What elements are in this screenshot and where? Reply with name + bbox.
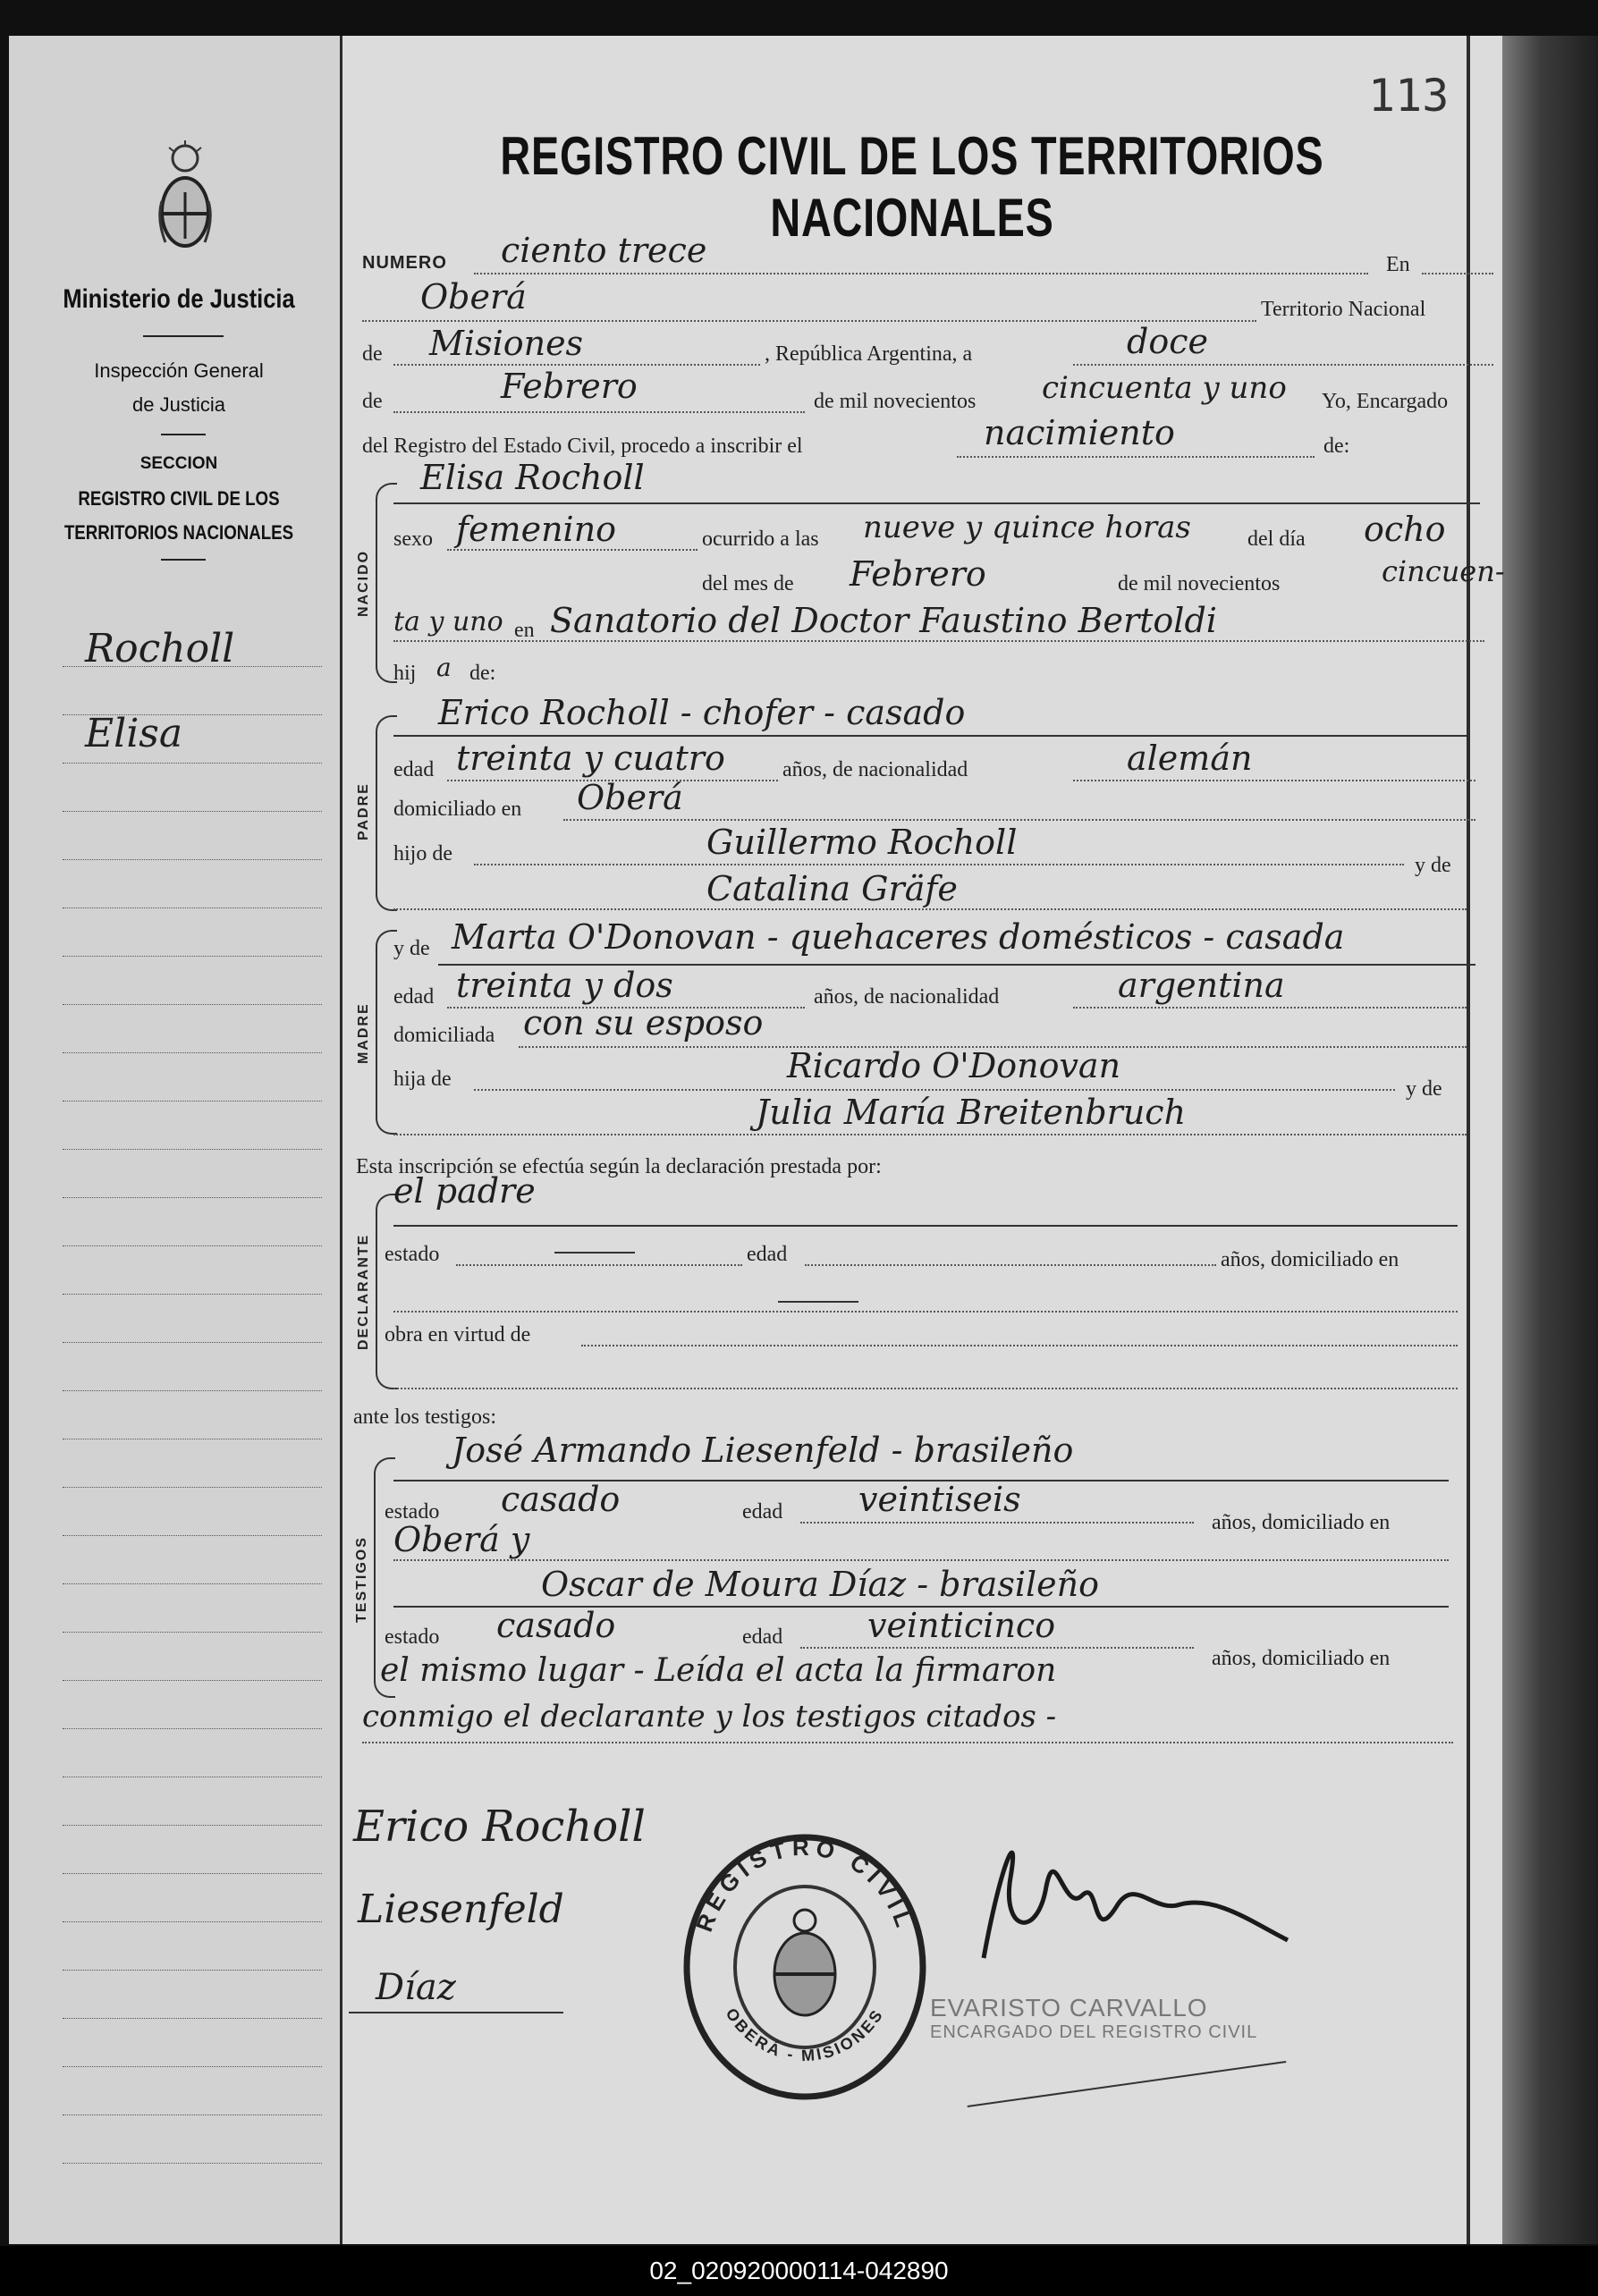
testigo1-value: José Armando Liesenfeld - brasileño <box>452 1431 1074 1470</box>
de-label: de <box>362 342 383 366</box>
fill-line <box>393 1388 1458 1389</box>
ledger-line <box>63 1680 322 1681</box>
declarante-value: el padre <box>393 1171 536 1211</box>
section-label-3: TERRITORIOS NACIONALES <box>63 521 294 544</box>
fill-line <box>474 273 1368 274</box>
fill-line <box>362 320 1256 322</box>
cierre-line-2: conmigo el declarante y los testigos citados - <box>362 1699 1057 1735</box>
padre-edad-value: treinta y cuatro <box>456 739 725 778</box>
hij-label: hij <box>393 662 417 685</box>
fill-line <box>447 549 698 551</box>
page-number: 113 <box>1368 70 1450 122</box>
edad-label: edad <box>747 1243 788 1266</box>
ledger-line <box>63 1487 322 1488</box>
en-lower-label: en <box>514 619 535 642</box>
mes-nacimiento-value: Febrero <box>850 554 986 594</box>
de-label: de <box>362 390 383 413</box>
ledger-line <box>63 763 322 764</box>
side-label-testigos: TESTIGOS <box>354 1536 369 1623</box>
fill-line <box>362 1742 1453 1743</box>
left-rule <box>143 335 224 337</box>
y-de-label: y de <box>1415 854 1451 877</box>
stamp-bottom-text: OBERÁ - MISIONES <box>722 2005 888 2065</box>
anos-nac-label: años, de nacionalidad <box>782 758 968 781</box>
abuela-paterna-value: Catalina Gräfe <box>706 869 958 908</box>
fill-line <box>393 908 1467 910</box>
estado-label: estado <box>385 1243 440 1266</box>
ledger-line <box>63 1149 322 1150</box>
abuelo-materno-value: Ricardo O'Donovan <box>787 1046 1121 1085</box>
svg-text:REGISTRO CIVIL <box>690 1834 919 1936</box>
ledger-line <box>63 811 322 812</box>
fill-line <box>456 1264 742 1266</box>
side-label-padre: PADRE <box>356 782 371 840</box>
ocurrido-label: ocurrido a las <box>702 528 819 551</box>
nombre-value: Elisa Rocholl <box>420 458 645 497</box>
hija-de-label: hija de <box>393 1068 452 1091</box>
stamp-top-text: REGISTRO CIVIL <box>690 1833 919 1936</box>
republica-label: , República Argentina, a <box>765 342 973 366</box>
madre-domicilio-value: con su esposo <box>523 1003 764 1042</box>
testigo1-estado-value: casado <box>501 1480 621 1519</box>
padre-domicilio-value: Oberá <box>577 778 683 817</box>
fill-line <box>800 1522 1194 1524</box>
ledger-line <box>63 1728 322 1729</box>
testigo2-edad-value: veinticinco <box>867 1606 1056 1645</box>
mes-inscripcion-value: Febrero <box>501 367 638 406</box>
registrar-name: EVARISTO CARVALLO <box>930 1994 1208 2022</box>
ledger-line <box>63 1294 322 1295</box>
abuela-materna-value: Julia María Breitenbruch <box>756 1093 1187 1132</box>
fill-line <box>393 502 1480 504</box>
lugar-value: Oberá <box>420 277 527 317</box>
ledger-line <box>63 956 322 957</box>
fill-line <box>393 640 1484 642</box>
civil-registry-stamp-icon <box>680 1833 930 2101</box>
page-edge-line <box>1467 36 1470 2244</box>
testigo2-value: Oscar de Moura Díaz - brasileño <box>541 1565 1099 1604</box>
estado-label: estado <box>385 1500 440 1524</box>
anos-nac-label: años, de nacionalidad <box>814 985 1000 1009</box>
side-label-madre: MADRE <box>356 1002 371 1064</box>
edad-label: edad <box>393 985 435 1009</box>
ledger-line <box>63 859 322 860</box>
anio-inscripcion-value: cincuenta y uno <box>1042 370 1287 406</box>
fill-line <box>1073 780 1475 781</box>
hij-de-label: de: <box>469 662 496 685</box>
hij-suffix-value: a <box>436 653 452 682</box>
ledger-line <box>63 1873 322 1874</box>
inspection-label-1: Inspección General <box>94 359 264 382</box>
firma-padre: Erico Rocholl <box>353 1802 646 1852</box>
anio-nacimiento-1: cincuen- <box>1382 554 1505 588</box>
anos-dom-label: años, domiciliado en <box>1212 1511 1391 1534</box>
abuelo-paterno-value: Guillermo Rocholl <box>706 823 1018 862</box>
ledger-line <box>63 1197 322 1198</box>
index-given-name: Elisa <box>85 711 183 756</box>
fill-line <box>393 364 760 366</box>
domiciliado-en-label: domiciliado en <box>393 798 522 821</box>
fill-line <box>800 1647 1194 1649</box>
ledger-line <box>63 1970 322 1971</box>
del-registro-label: del Registro del Estado Civil, procedo a inscribir el <box>362 435 803 458</box>
fill-line <box>393 1311 1458 1313</box>
fill-line <box>581 1345 1458 1346</box>
ledger-line <box>63 1583 322 1584</box>
image-id-label: 02_020920000114-042890 <box>649 2257 949 2284</box>
anos-dom-label: años, domiciliado en <box>1212 1647 1391 1670</box>
y-de-start-label: y de <box>393 937 430 960</box>
fill-line <box>957 456 1315 458</box>
territorio-label: Territorio Nacional <box>1261 298 1426 321</box>
ledger-line <box>63 1825 322 1826</box>
fill-line <box>393 1134 1467 1135</box>
fill-line <box>1073 1007 1467 1009</box>
ledger-line <box>63 1101 322 1102</box>
sexo-label: sexo <box>393 528 433 551</box>
numero-label: NUMERO <box>362 253 447 273</box>
madre-nombre-value: Marta O'Donovan - quehaceres domésticos - casada <box>452 917 1345 957</box>
side-label-declarante: DECLARANTE <box>356 1233 371 1350</box>
side-label-nacido: NACIDO <box>356 549 371 617</box>
section-label-2: REGISTRO CIVIL DE LOS <box>78 487 280 510</box>
inspection-label-2: de Justicia <box>132 393 225 416</box>
padre-nacionalidad-value: alemán <box>1127 739 1253 778</box>
acto-value: nacimiento <box>984 413 1175 452</box>
fill-line <box>474 1089 1395 1091</box>
registrar-role: ENCARGADO DEL REGISTRO CIVIL <box>930 2022 1258 2042</box>
del-dia-label: del día <box>1247 528 1306 551</box>
madre-edad-value: treinta y dos <box>456 966 673 1005</box>
del-mes-label: del mes de <box>702 572 794 595</box>
page-title: REGISTRO CIVIL DE LOS TERRITORIOS NACIONALES <box>500 126 1324 248</box>
ledger-line <box>63 1245 322 1246</box>
fill-line <box>393 735 1467 737</box>
fill-line <box>393 1559 1449 1561</box>
left-rule <box>161 559 206 561</box>
cierre-line-1: el mismo lugar - Leída el acta la firmaron <box>380 1652 1057 1689</box>
anio-nacimiento-2: ta y uno <box>393 606 503 637</box>
esta-inscripcion-label: Esta inscripción se efectúa según la declaración prestada por: <box>356 1155 882 1178</box>
edad-label: edad <box>742 1500 783 1524</box>
ledger-line <box>63 666 322 667</box>
section-brace <box>376 1194 397 1389</box>
en-label: En <box>1386 253 1410 276</box>
domiciliada-label: domiciliada <box>393 1024 495 1047</box>
obra-label: obra en virtud de <box>385 1323 531 1346</box>
sexo-value: femenino <box>456 510 617 549</box>
anos-dom-label: años, domiciliado en <box>1221 1248 1399 1271</box>
index-surname: Rocholl <box>85 626 235 671</box>
edad-label: edad <box>742 1625 783 1649</box>
y-de-label: y de <box>1406 1077 1442 1101</box>
ledger-line <box>63 2163 322 2164</box>
ledger-line <box>63 1004 322 1005</box>
ledger-line <box>63 2066 322 2067</box>
section-label-1: SECCION <box>140 454 218 473</box>
ledger-line <box>63 1342 322 1343</box>
territorio-value: Misiones <box>429 324 584 363</box>
ledger-line <box>63 714 322 715</box>
padre-nombre-value: Erico Rocholl - chofer - casado <box>438 693 966 732</box>
de-mil-nov-label: de mil novecientos <box>1118 572 1281 595</box>
yo-label: Yo, Encargado <box>1322 390 1449 413</box>
testigo2-estado-value: casado <box>496 1606 616 1645</box>
ledger-line <box>63 1535 322 1536</box>
book-spine <box>1502 36 1598 2244</box>
testigo1-domicilio-value: Oberá y <box>393 1520 530 1559</box>
ledger-line <box>63 1632 322 1633</box>
dia-inscripcion-value: doce <box>1127 322 1208 361</box>
signature-line <box>349 2012 563 2013</box>
de-mil-label: de mil novecientos <box>814 390 977 413</box>
numero-value: ciento trece <box>501 231 707 270</box>
registrar-signature-icon <box>948 1806 1323 1985</box>
lugar-nacimiento-value: Sanatorio del Doctor Faustino Bertoldi <box>550 601 1217 640</box>
firma-testigo2: Díaz <box>376 1967 456 2008</box>
ledger-line <box>63 2018 322 2019</box>
dia-nacimiento-value: ocho <box>1364 510 1446 549</box>
ledger-line <box>63 907 322 908</box>
dash-mark <box>778 1301 858 1303</box>
estado-label: estado <box>385 1625 440 1649</box>
section-brace <box>376 483 397 683</box>
fill-line <box>563 819 1475 821</box>
ledger-line <box>63 1390 322 1391</box>
ante-testigos-label: ante los testigos: <box>353 1405 496 1429</box>
hora-value: nueve y quince horas <box>863 510 1191 545</box>
fill-line <box>1422 273 1493 274</box>
firma-testigo1: Liesenfeld <box>358 1887 564 1932</box>
ledger-line <box>63 1921 322 1922</box>
testigo1-edad-value: veintiseis <box>858 1480 1021 1519</box>
ministry-label: Ministerio de Justicia <box>63 284 295 314</box>
dash-mark <box>554 1252 635 1254</box>
fill-line <box>805 1264 1216 1266</box>
fill-line <box>393 1225 1458 1227</box>
ledger-line <box>63 1052 322 1053</box>
coat-of-arms-icon <box>156 139 214 255</box>
edad-label: edad <box>393 758 435 781</box>
madre-nacionalidad-value: argentina <box>1118 966 1285 1005</box>
left-rule <box>161 434 206 435</box>
fill-line <box>1073 364 1493 366</box>
fill-line <box>474 864 1404 865</box>
de-colon-label: de: <box>1323 435 1350 458</box>
hijo-de-label: hijo de <box>393 842 452 865</box>
fill-line <box>393 411 805 413</box>
